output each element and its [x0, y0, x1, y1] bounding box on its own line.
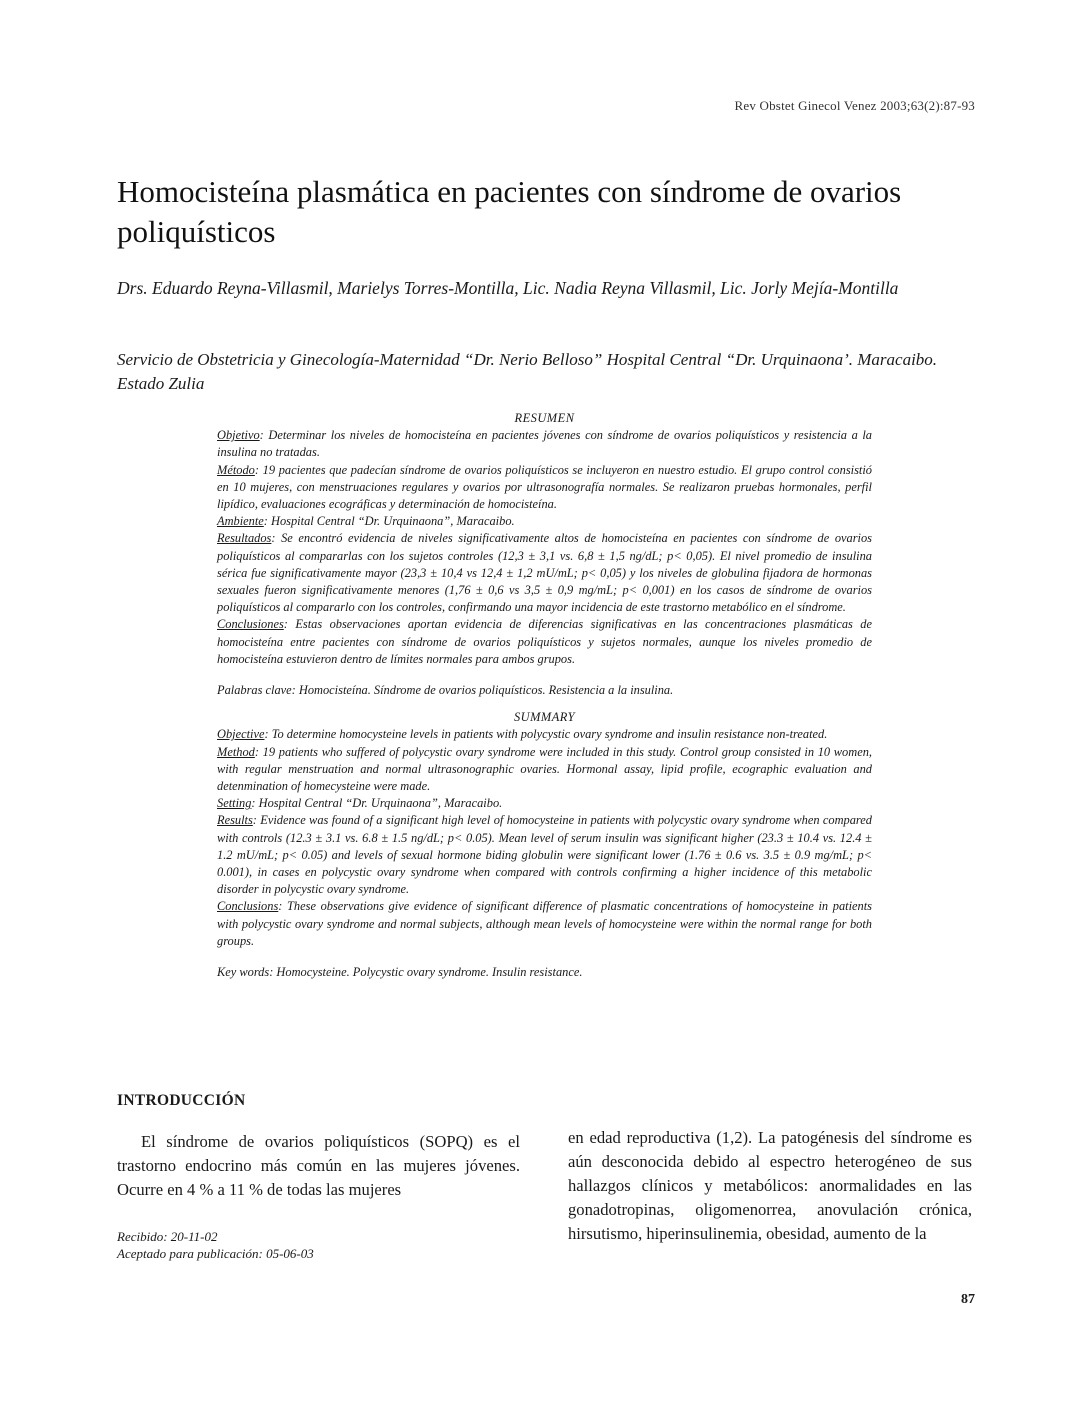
resumen-metodo: Método: 19 pacientes que padecían síndrome de ovarios poliquísticos se incluyeron en nuestro estudio. El grupo control consistió en 10 mujeres, con menstruaciones regulares y ovarios por ultrasonografía normales. Se realizaron pruebas hormonales, perfil lipídico, evaluaciones ecográficas y determinación de homocisteína.: [217, 462, 872, 512]
resumen-objetivo: Objetivo: Determinar los niveles de homocisteína en pacientes jóvenes con síndrome de ovarios poliquísticos y resistencia a la insulina no tratadas.: [217, 428, 872, 460]
resumen-resultados: Resultados: Se encontró evidencia de niveles significativamente altos de homocisteína en pacientes con síndrome de ovarios poliquísticos al compararlas con los sujetos controles (12,3 ± 3,1 vs. 6,8 ± 1,5 ng/dL; p< 0,05). El nivel promedio de insulina sérica fue significativamente mayor (23,3 ± 10,4 vs 12,4 ± 1,2 mU/mL; p< 0,05) y los niveles de globulina fijadora de hormonas sexuales fueron significativamente menores (1,76 ± 0,6 vs 3,5 ± 0,9 mg/mL; p< 0,001) en los casos de síndrome de ovarios poliquísticos al compararlo con los controles, confirmando una mayor incidencia de este trastorno metabólico en el síndrome.: [217, 531, 872, 615]
intro-paragraph-continued: en edad reproductiva (1,2). La patogénesis del síndrome es aún desconocida debido al espectro heterogéneo de sus hallazgos clínicos y metabólicos: anormalidades en las gonadotropinas, oligomenorrea, anovulación crónica, hirsutismo, hiperinsulinemia, obesidad, aumento de la: [568, 1128, 972, 1243]
summary-setting: Setting: Hospital Central “Dr. Urquinaona”, Maracaibo.: [217, 796, 503, 811]
section-label: Ambiente: [217, 514, 264, 529]
abstract-block: [217, 410, 872, 981]
section-label: Results: [217, 813, 253, 828]
summary-objective: Objective: To determine homocysteine levels in patients with polycystic ovary syndrome and insulin resistance non-treated.: [217, 727, 828, 742]
section-label: Conclusiones: [217, 617, 284, 632]
author-list: Drs. Eduardo Reyna-Villasmil, Marielys Torres-Montilla, Lic. Nadia Reyna Villasmil, Lic. Jorly Mejía-Montilla: [117, 278, 899, 298]
summary-heading: SUMMARY: [513, 710, 576, 725]
dates-block: [117, 1228, 314, 1262]
section-label: Setting: [217, 796, 252, 811]
summary-keywords: Key words: Homocysteine. Polycystic ovary syndrome. Insulin resistance.: [217, 965, 583, 980]
summary-conclusions: Conclusions: These observations give evidence of significant difference of plasmatic concentrations of homocysteine in patients with polycystic ovary syndrome and normal subjects, although mean levels of homocysteine were within the normal range for both groups.: [217, 899, 872, 948]
summary-method: Method: 19 patients who suffered of polycystic ovary syndrome were included in this study. Control group consisted in 10 women, with regular menstruation and normal ultrasonographic ovaries. Hormonal assay, lipid profile, ecographic evaluation and detenmination of homecysteine were made.: [217, 744, 872, 794]
body-column-left: [117, 1130, 520, 1202]
accepted-date: Aceptado para publicación: 05-06-03: [117, 1246, 314, 1261]
resumen-conclusiones: Conclusiones: Estas observaciones aportan evidencia de diferencias significativas en las concentraciones plasmáticas de homocisteína entre pacientes con síndrome de ovarios poliquísticos y sujetos normales, aunque los niveles promedio de homocisteína estuvieron dentro de límites normales para ambos grupos.: [217, 617, 872, 666]
summary-results: Results: Evidence was found of a significant high level of homocysteine in patients with polycystic ovary syndrome when compared with controls (12.3 ± 3.1 vs. 6.8 ± 1.5 ng/dL; p< 0.05). Mean level of serum insulin was significant higher (23.3 ± 10.4 vs. 12.4 ± 1.2 mU/mL; p< 0.05) and levels of sexual hormone biding globulin were significant lower (1.76 ± 0.6 vs. 3.5 ± 0.9 mg/mL; p< 0.001), in cases en polycystic ovary syndrome when compared with controls confirming a higher incidence of this metabolic disorder in polycystic ovary syndrome.: [217, 813, 872, 897]
resumen-ambiente: Ambiente: Hospital Central “Dr. Urquinaona”, Maracaibo.: [217, 514, 515, 529]
resumen-heading: RESUMEN: [514, 411, 575, 425]
page-number: 87: [961, 1292, 975, 1307]
received-date: Recibido: 20-11-02: [117, 1229, 218, 1244]
section-label: Resultados: [217, 531, 272, 546]
section-label: Método: [217, 462, 255, 477]
resumen-keywords: Palabras clave: Homocisteína. Síndrome de ovarios poliquísticos. Resistencia a la insulina.: [217, 683, 674, 698]
section-label: Method: [217, 744, 255, 759]
section-label: Conclusions: [217, 899, 279, 914]
body-column-right: [568, 1126, 972, 1246]
affiliation: Servicio de Obstetricia y Ginecología-Maternidad “Dr. Nerio Belloso” Hospital Central “Dr. Urquinaona’. Maracaibo. Estado Zulia: [117, 350, 938, 393]
journal-citation: Rev Obstet Ginecol Venez 2003;63(2):87-93: [734, 98, 975, 113]
article-title: Homocisteína plasmática en pacientes con síndrome de ovarios poliquísticos: [117, 174, 902, 249]
introduction-heading: INTRODUCCIÓN: [117, 1092, 246, 1109]
section-label: Objective: [217, 727, 265, 742]
section-label: Objetivo: [217, 428, 260, 443]
intro-paragraph: El síndrome de ovarios poliquísticos (SOPQ) es el trastorno endocrino más común en las mujeres jóvenes. Ocurre en 4 % a 11 % de todas las mujeres: [117, 1132, 520, 1199]
